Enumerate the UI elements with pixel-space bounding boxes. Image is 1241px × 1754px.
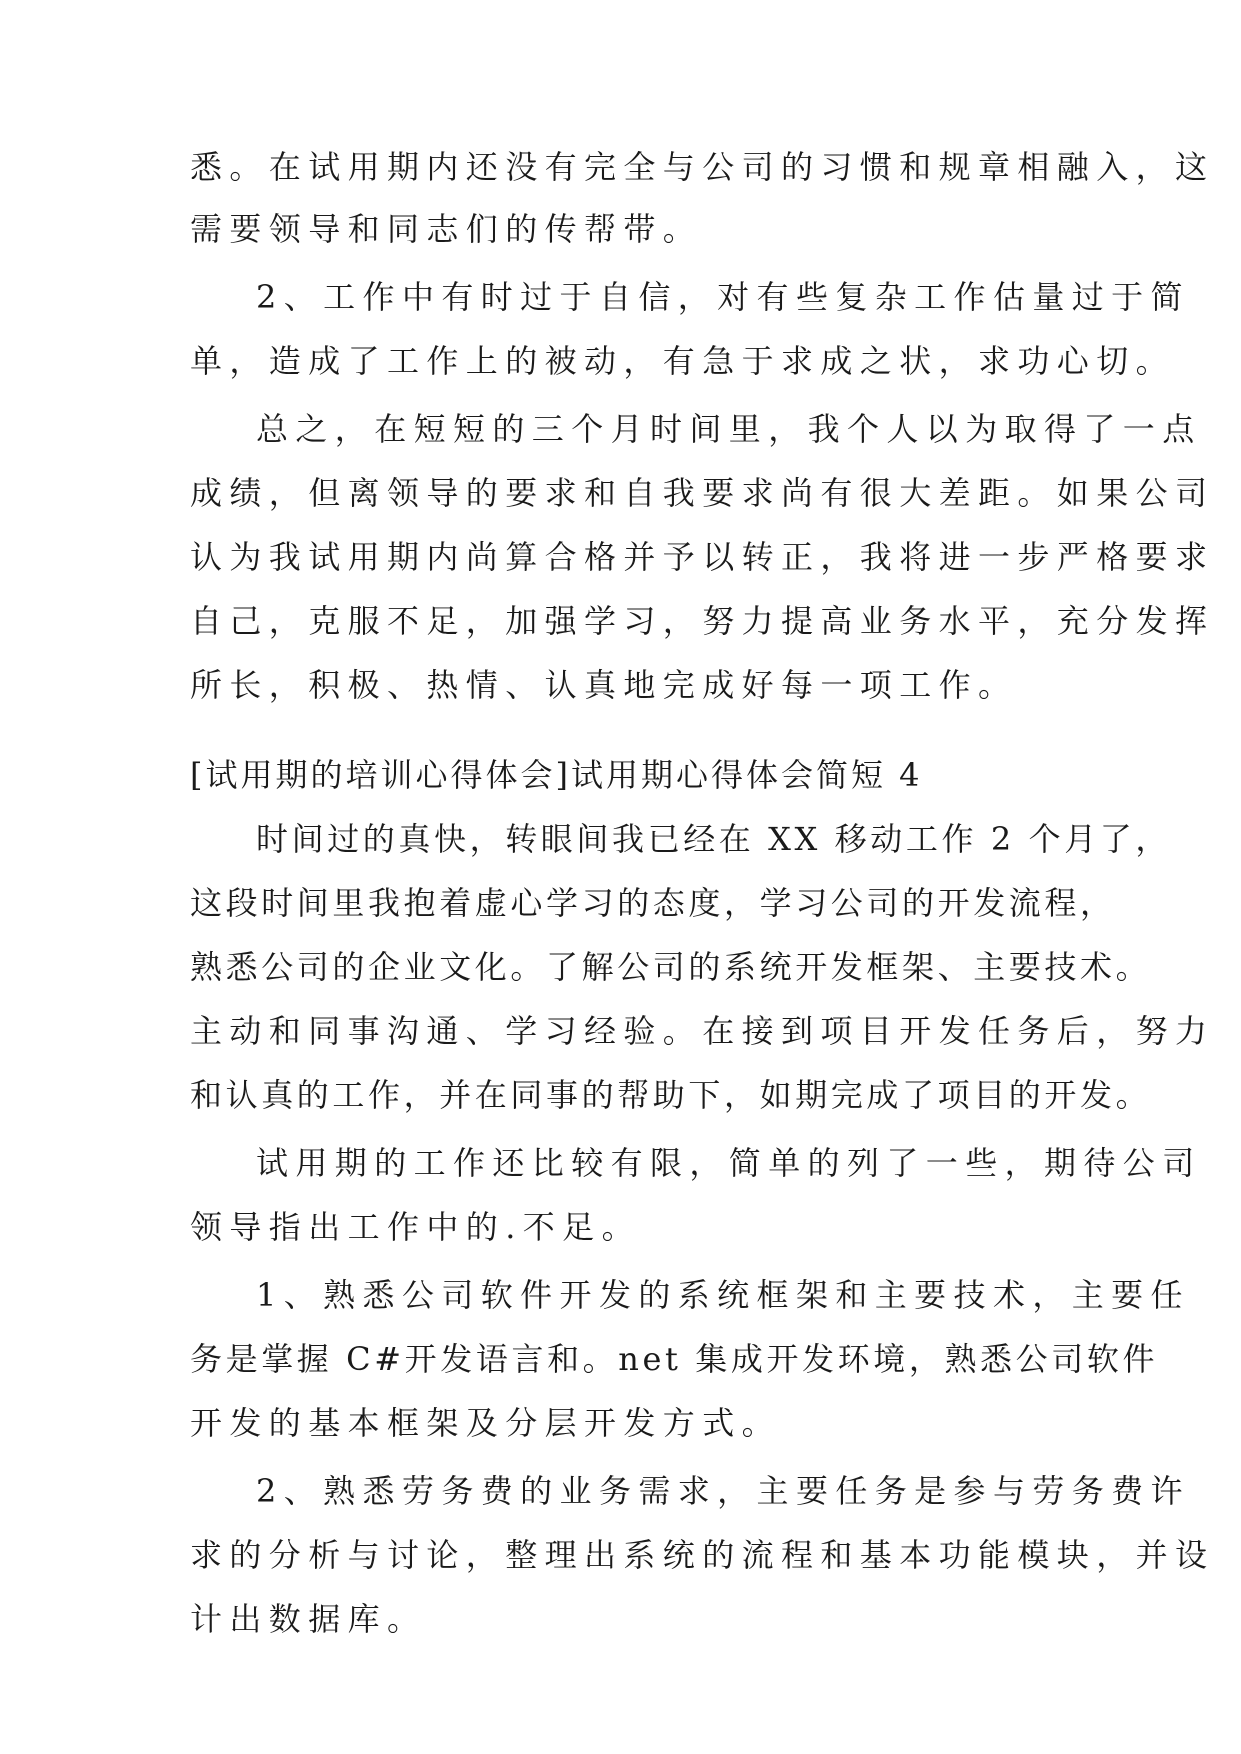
text-line: 主动和同事沟通、学习经验。在接到项目开发任务后，努力	[190, 1012, 1215, 1050]
text-line: 需要领导和同志们的传帮带。	[190, 210, 703, 248]
text-line: 所长，积极、热情、认真地完成好每一项工作。	[190, 666, 1018, 704]
text-line: 总之，在短短的三个月时间里，我个人以为取得了一点	[256, 410, 1202, 448]
text-line: 开发的基本框架及分层开发方式。	[190, 1404, 782, 1442]
text-line: 2、熟悉劳务费的业务需求，主要任务是参与劳务费许	[256, 1472, 1190, 1510]
text-line: 悉。在试用期内还没有完全与公司的习惯和规章相融入，这	[190, 148, 1215, 186]
text-line: 和认真的工作，并在同事的帮助下，如期完成了项目的开发。	[190, 1076, 1152, 1114]
text-line: 领导指出工作中的.不足。	[190, 1208, 641, 1246]
text-line: 务是掌握 C#开发语言和。net 集成开发环境，熟悉公司软件	[190, 1340, 1159, 1378]
text-line: 自己，克服不足，加强学习，努力提高业务水平，充分发挥	[190, 602, 1215, 640]
text-line: 时间过的真快，转眼间我已经在 XX 移动工作 2 个月了，	[256, 820, 1172, 858]
text-line: 单，造成了工作上的被动，有急于求成之状，求功心切。	[190, 342, 1176, 380]
text-line: 成绩，但离领导的要求和自我要求尚有很大差距。如果公司	[190, 474, 1215, 512]
text-line: 试用期的工作还比较有限，简单的列了一些，期待公司	[256, 1144, 1202, 1182]
text-line: 求的分析与讨论，整理出系统的流程和基本功能模块，并设	[190, 1536, 1215, 1574]
text-line: 2、工作中有时过于自信，对有些复杂工作估量过于简	[256, 278, 1190, 316]
text-line: 计出数据库。	[190, 1600, 427, 1638]
text-line: 这段时间里我抱着虚心学习的态度，学习公司的开发流程，	[190, 884, 1116, 922]
section-heading: [试用期的培训心得体会]试用期心得体会简短 4	[190, 756, 923, 794]
text-line: 1、熟悉公司软件开发的系统框架和主要技术，主要任	[256, 1276, 1190, 1314]
text-line: 认为我试用期内尚算合格并予以转正，我将进一步严格要求	[190, 538, 1215, 576]
text-line: 熟悉公司的企业文化。了解公司的系统开发框架、主要技术。	[190, 948, 1152, 986]
